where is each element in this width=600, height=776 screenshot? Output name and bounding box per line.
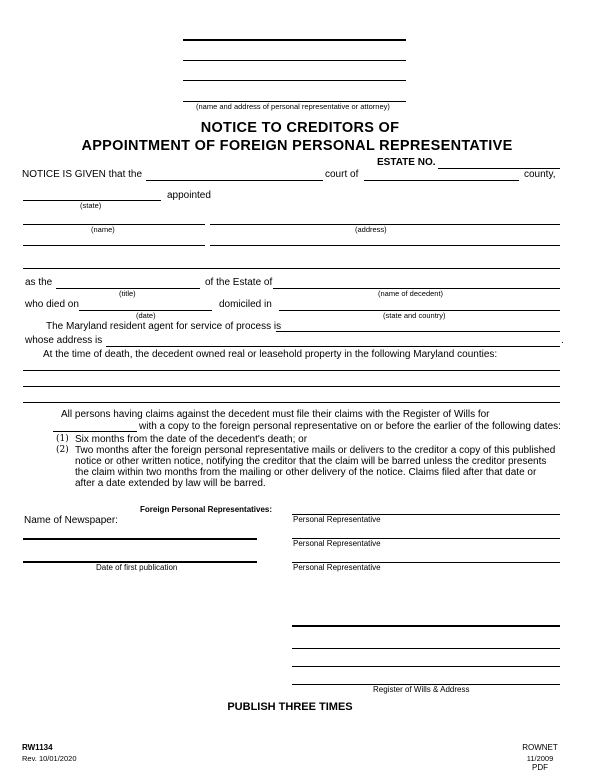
item-1-text: Six months from the date of the decedent's death; or <box>75 434 308 445</box>
revision-date: Rev. 10/01/2020 <box>22 754 77 763</box>
name-field-2[interactable] <box>23 245 205 246</box>
attorney-line-3[interactable] <box>183 80 406 81</box>
property-label: At the time of death, the decedent owned real or leasehold property in the following Maryland counties: <box>43 349 498 360</box>
claims-line-2: with a copy to the foreign personal representative on or before the earlier of the following dates: <box>139 421 561 432</box>
foreign-reps-label: Foreign Personal Representatives: <box>140 505 273 514</box>
register-line-1[interactable] <box>292 625 560 627</box>
register-line-3[interactable] <box>292 666 560 667</box>
item-2-line-4: after a date extended by law will be barred. <box>75 478 266 489</box>
address-caption: (address) <box>355 225 387 234</box>
as-the-label: as the <box>25 277 53 288</box>
item-2-number: (2) <box>56 445 69 455</box>
address-field-3[interactable] <box>23 268 560 269</box>
date-caption: (date) <box>136 311 156 320</box>
pr-caption-3: Personal Representative <box>293 563 381 572</box>
item-2-line-1: Two months after the foreign personal representative mails or delivers to the creditor a copy of this published <box>75 445 556 456</box>
first-publication-caption: Date of first publication <box>96 563 178 572</box>
county-label: county, <box>524 169 556 180</box>
register-county-field[interactable] <box>53 431 137 432</box>
resident-agent-field[interactable] <box>276 331 560 332</box>
who-died-label: who died on <box>25 299 79 310</box>
estate-no-label: ESTATE NO. <box>377 157 436 168</box>
agent-address-field[interactable] <box>106 346 560 347</box>
register-line-2[interactable] <box>292 648 560 649</box>
attorney-line-1[interactable] <box>183 39 406 41</box>
newspaper-field[interactable] <box>23 538 257 540</box>
pr-caption-1: Personal Representative <box>293 515 381 524</box>
appointed-label: appointed <box>167 190 211 201</box>
form-number: RW1134 <box>22 743 53 752</box>
state-country-caption: (state and country) <box>383 311 446 320</box>
newspaper-label: Name of Newspaper: <box>24 515 118 526</box>
attorney-caption: (name and address of personal representative or attorney) <box>196 102 390 111</box>
publish-notice: PUBLISH THREE TIMES <box>227 701 353 713</box>
item-2-line-2: notice or other written notice, notifying the creditor that the claim will be barred unless the creditor presents <box>75 456 547 467</box>
name-caption: (name) <box>91 225 115 234</box>
resident-agent-label: The Maryland resident agent for service of process is <box>46 321 282 332</box>
county-list-line-3[interactable] <box>23 402 560 403</box>
rownet-date: 11/2009 <box>526 754 554 763</box>
address-field-2[interactable] <box>210 245 560 246</box>
period-mark: . <box>561 335 564 346</box>
pr-caption-2: Personal Representative <box>293 539 381 548</box>
rownet-label: ROWNET <box>522 743 558 752</box>
title-line-2: APPOINTMENT OF FOREIGN PERSONAL REPRESENTATIVE <box>81 138 513 154</box>
county-field[interactable] <box>364 180 519 181</box>
domiciled-label: domiciled in <box>219 299 272 310</box>
title-caption: (title) <box>119 289 136 298</box>
item-2-line-3: the claim within two months from the mailing or other delivery of the notice. Claims filed after that date or <box>75 467 537 478</box>
court-of-label: court of <box>325 169 359 180</box>
of-estate-label: of the Estate of <box>205 277 273 288</box>
state-caption: (state) <box>80 201 102 210</box>
attorney-line-2[interactable] <box>183 60 406 61</box>
claims-line-1: All persons having claims against the decedent must file their claims with the Register of Wills for <box>61 409 490 420</box>
item-1-number: (1) <box>56 434 69 444</box>
court-name-field[interactable] <box>146 180 323 181</box>
county-list-line-2[interactable] <box>23 386 560 387</box>
pdf-label: PDF <box>532 763 548 772</box>
register-caption: Register of Wills & Address <box>373 685 470 694</box>
notice-given-label: NOTICE IS GIVEN that the <box>22 169 143 180</box>
whose-address-label: whose address is <box>25 335 103 346</box>
decedent-caption: (name of decedent) <box>378 289 444 298</box>
county-list-line-1[interactable] <box>23 370 560 371</box>
title-line-1: NOTICE TO CREDITORS OF <box>200 120 400 136</box>
